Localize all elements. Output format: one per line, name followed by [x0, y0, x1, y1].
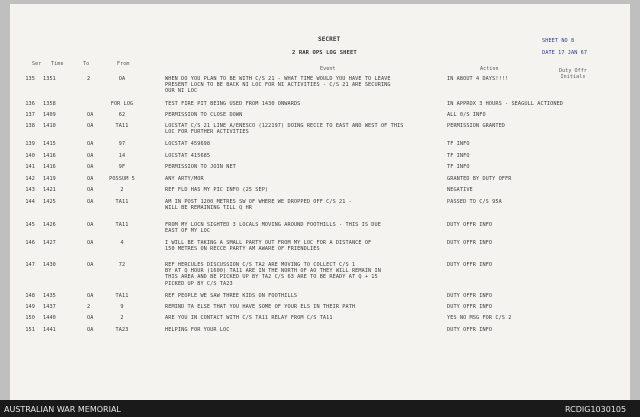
row-time: 1409 — [43, 112, 56, 118]
row-from: TA11 — [115, 123, 129, 129]
row-serial: 137 — [25, 112, 35, 118]
col-header-ser: Ser — [32, 61, 42, 67]
row-from: OA — [118, 76, 126, 82]
row-to: OA — [87, 222, 94, 228]
col-header-to: To — [83, 61, 90, 67]
row-serial: 140 — [25, 153, 35, 159]
row-serial: 139 — [25, 141, 35, 147]
row-event-line: PRESENT LOCN TO BE BACK NI LOC FOR NI ACTIVITIES - C/S 21 ARE SECURING — [165, 82, 391, 89]
row-serial: 136 — [25, 101, 35, 107]
row-event-line: REMIND TA ELSE THAT YOU HAVE SOME OF YOUR ELS IN THEIR PATH — [165, 304, 356, 310]
row-from: 72 — [118, 262, 126, 268]
row-action: PASSED TO C/S 95A — [447, 199, 502, 205]
row-action: TF INFO — [447, 153, 470, 159]
row-event-line: HELPING FOR YOUR LOC — [165, 327, 230, 333]
row-action: DUTY OFFR INFO — [447, 222, 493, 228]
row-event-line: REF FLD HAS MY PIC INFO (25 SEP) — [165, 187, 269, 193]
row-time: 1416 — [43, 164, 56, 170]
row-from: 4 — [120, 240, 124, 246]
row-action: DUTY OFFR INFO — [447, 293, 493, 299]
row-to: OA — [87, 176, 94, 182]
row-from: 9 — [120, 304, 124, 310]
row-event-line: PERMISSION TO CLOSE DOWN — [165, 112, 243, 118]
row-time: 1351 — [43, 76, 56, 82]
row-serial: 146 — [25, 240, 35, 246]
footer-archive-name: AUSTRALIAN WAR MEMORIAL — [4, 405, 121, 414]
row-to: 2 — [87, 304, 91, 310]
row-to: OA — [87, 112, 94, 118]
row-from: 14 — [118, 153, 126, 159]
row-event-line: I WILL BE TAKING A SMALL PARTY OUT FROM MY LOC FOR A DISTANCE OF — [165, 240, 372, 246]
row-serial: 147 — [25, 262, 35, 268]
row-event-line: ANY ARTY/MOR — [165, 176, 204, 182]
row-time: 1426 — [43, 222, 56, 228]
row-to: OA — [87, 293, 94, 299]
row-event-line: 150 METRES ON RECCE PARTY AM AWARE OF FRIENDLIES — [165, 246, 320, 253]
row-serial: 144 — [25, 199, 35, 205]
document-sheet — [10, 4, 630, 400]
row-serial: 148 — [25, 293, 35, 299]
row-event-line: OUR NI LOC — [165, 88, 198, 95]
row-action: IN ABOUT 4 DAYS!!!! — [447, 76, 509, 82]
row-event-line: EAST OF MY LOC — [165, 228, 211, 235]
row-from: 97 — [118, 141, 126, 147]
row-to: OA — [87, 199, 94, 205]
row-event-line: FROM MY LOCN SIGHTED 3 LOCALS MOVING AROUND FOOTHILLS - THIS IS DUE — [165, 222, 381, 228]
row-to: OA — [87, 315, 94, 321]
row-action: DUTY OFFR INFO — [447, 304, 493, 310]
row-time: 1415 — [43, 141, 56, 147]
col-header-from: From — [117, 61, 130, 67]
row-time: 1441 — [43, 327, 56, 333]
row-serial: 135 — [25, 76, 35, 82]
row-event-line: PICKED UP BY C/S TA23 — [165, 280, 233, 287]
col-header-time: Time — [51, 61, 64, 67]
col-header-action: Action — [480, 66, 499, 72]
row-event-line: REF PEOPLE WE SAW THREE KIDS ON FOOTHILLS — [165, 293, 298, 299]
row-serial: 142 — [25, 176, 35, 182]
row-time: 1427 — [43, 240, 56, 246]
row-to: 2 — [87, 76, 91, 82]
row-from: TA23 — [115, 327, 129, 333]
row-to: OA — [87, 123, 94, 129]
row-serial: 138 — [25, 123, 35, 129]
row-to: OA — [87, 240, 94, 246]
row-time: 1419 — [43, 176, 56, 182]
row-time: 1425 — [43, 199, 56, 205]
row-serial: 150 — [25, 315, 35, 321]
row-event-line: ARE YOU IN CONTACT WITH C/S TA11 RELAY FROM C/S TA11 — [165, 315, 333, 321]
row-action: ALL 0/S INFO — [447, 112, 486, 118]
row-serial: 141 — [25, 164, 35, 170]
row-event-line: WILL BE REMAINING TILL Q HR — [165, 205, 253, 212]
row-time: 1410 — [43, 123, 56, 129]
col-header-duty-offr: Duty Offr Initials — [559, 68, 587, 80]
row-serial: 149 — [25, 304, 35, 310]
row-from: 9F — [118, 164, 126, 170]
row-action: PERMISSION GRANTED — [447, 123, 506, 129]
log-sheet-title: 2 RAR OPS LOG SHEET — [292, 50, 357, 56]
row-from: 2 — [120, 315, 124, 321]
row-action: DUTY OFFR INFO — [447, 327, 493, 333]
row-to: OA — [87, 141, 94, 147]
row-action: NEGATIVE — [447, 187, 473, 193]
row-action: GRANTED BY DUTY OFFR — [447, 176, 512, 182]
row-time: 1430 — [43, 262, 56, 268]
row-event-line: LOCSTAT 415685 — [165, 153, 211, 159]
row-from: 62 — [118, 112, 126, 118]
row-serial: 151 — [25, 327, 35, 333]
row-event-line: WHEN DO YOU PLAN TO BE WITH C/S 21 - WHAT TIME WOULD YOU HAVE TO LEAVE — [165, 76, 391, 82]
row-from: FOR LOG — [110, 101, 134, 107]
row-event-line: LOCSTAT 459698 — [165, 141, 211, 147]
row-from: TA11 — [115, 199, 129, 205]
row-action: TF INFO — [447, 141, 470, 147]
row-to: OA — [87, 262, 94, 268]
row-action: DUTY OFFR INFO — [447, 262, 493, 268]
sheet-number: SHEET NO 8 — [542, 38, 575, 44]
row-time: 1437 — [43, 304, 56, 310]
row-to: OA — [87, 164, 94, 170]
row-event-line: LOC FOR FURTHER ACTIVITIES — [165, 129, 249, 136]
footer-record-id: RCDIG1030105 — [565, 405, 627, 414]
row-from: POSSUM 5 — [109, 176, 135, 182]
row-to: OA — [87, 187, 94, 193]
row-action: YES NO MSG FOR C/S 2 — [447, 315, 512, 321]
row-event-line: REF HERCULES DISCUSSION C/S TA2 ARE MOVING TO COLLECT C/S 1 — [165, 262, 356, 268]
row-time: 1416 — [43, 153, 56, 159]
row-time: 1421 — [43, 187, 56, 193]
row-to: OA — [87, 153, 94, 159]
row-event-line: THIS AREA AND BE PICKED UP BY TA2 C/S 63 ARE TO BE READY AT Q + 15 — [165, 274, 378, 281]
row-event-line: TEST FIRE PIT BEING USED FROM 1430 ONWARDS — [165, 101, 301, 107]
row-action: DUTY OFFR INFO — [447, 240, 493, 246]
row-from: TA11 — [115, 222, 129, 228]
row-event-line: LOCSTAT C/S 21 LINE A/ENESCO (122197) DOING RECCE TO EAST AND WEST OF THIS — [165, 123, 404, 129]
row-event-line: AM IN POST 1200 METRES SW OF WHERE WE DROPPED OFF C/S 21 - — [165, 199, 352, 205]
row-time: 1358 — [43, 101, 56, 107]
sheet-date: DATE 17 JAN 67 — [542, 50, 588, 56]
row-event-line: PERMISSION TO JOIN NET — [165, 164, 236, 170]
row-action: TF INFO — [447, 164, 470, 170]
row-from: TA11 — [115, 293, 129, 299]
classification-title: SECRET — [318, 36, 341, 43]
row-to: OA — [87, 327, 94, 333]
row-action: IN APPROX 3 HOURS - SEAGULL ACTIONED — [447, 101, 564, 107]
row-serial: 143 — [25, 187, 35, 193]
col-header-event: Event — [320, 66, 336, 72]
row-from: 2 — [120, 187, 124, 193]
row-time: 1435 — [43, 293, 56, 299]
row-event-line: BY AT Q HOUR (1600) TA11 ARE IN THE NORTH OF AO THEY WILL REMAIN IN — [165, 268, 381, 275]
row-time: 1440 — [43, 315, 56, 321]
row-serial: 145 — [25, 222, 35, 228]
